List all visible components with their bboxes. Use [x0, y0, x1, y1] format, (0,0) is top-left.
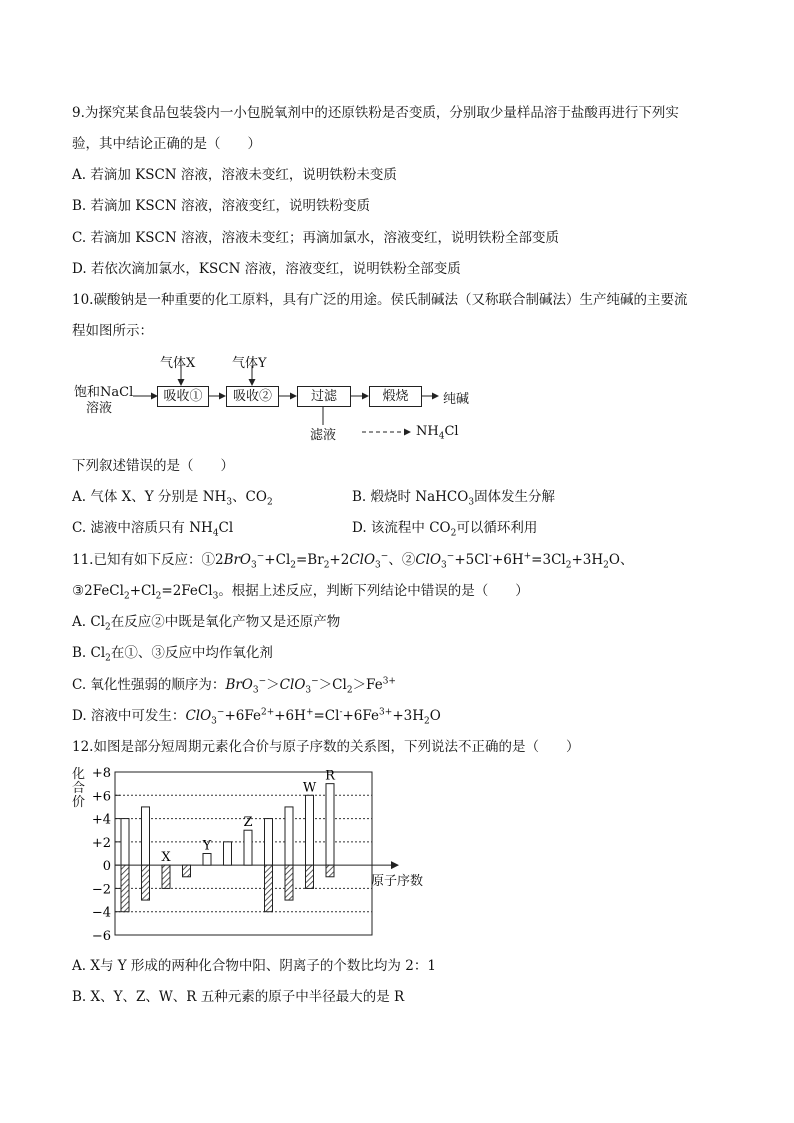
- chart-bar-negative: [285, 865, 293, 900]
- chart-bar-positive: [285, 807, 293, 865]
- chart-bar-negative: [326, 865, 334, 877]
- chart-tick-label: −6: [91, 929, 111, 944]
- chart-bar-positive: [142, 807, 150, 865]
- chart-bar-label: W: [302, 780, 317, 796]
- q9-stem-line2: 验，其中结论正确的是（ ）: [72, 136, 261, 152]
- q10-stem-line1: 10.碳酸钠是一种重要的化工原料，具有广泛的用途。侯氏制碱法（又称联合制碱法）生产纯碱的主要流: [72, 292, 688, 308]
- q10-option-c: C. 滤液中溶质只有 $NH_4Cl$: [72, 520, 234, 539]
- chart-tick-label: +6: [91, 789, 111, 805]
- flow-gas-x: 气体X: [160, 356, 196, 371]
- chart-bar-positive: [224, 842, 232, 865]
- q10-option-b: B. 煅烧时 NaHCO$_3$固体发生分解: [352, 489, 556, 508]
- q10-ask: 下列叙述错误的是（ ）: [72, 458, 234, 474]
- flow-step-absorb2: 吸收②: [226, 386, 279, 407]
- flow-nh4cl: $NH_4Cl$: [416, 424, 459, 442]
- q11-option-d: D. 溶液中可发生：$ClO_3^-+6Fe^{2+}+6H^+=Cl^-+6Fe^{3+}+3H_2O$: [72, 707, 441, 727]
- chart-tick-label: +8: [91, 766, 111, 781]
- q11-option-a: A. $Cl_2$在反应②中既是氧化产物又是还原产物: [72, 614, 341, 633]
- chart-tick-label: −4: [91, 905, 111, 921]
- q12-option-b: B. X、Y、Z、W、R 五种元素的原子中半径最大的是 R: [72, 989, 405, 1005]
- flow-step-calcine: 煅烧: [369, 386, 422, 407]
- q10-option-a: A. 气体 X、Y 分别是 $NH_3$、$CO_2$: [72, 489, 273, 508]
- chart-bar-negative: [265, 865, 273, 912]
- chart-bar-label: Y: [202, 838, 212, 854]
- chart-bar-negative: [121, 865, 129, 912]
- chart-bar-label: Z: [243, 815, 253, 831]
- chart-tick-label: −2: [91, 882, 111, 898]
- chart-xlabel: 原子序数: [371, 874, 424, 889]
- chart-bar-positive: [121, 819, 129, 866]
- q9-option-c: C. 若滴加 KSCN 溶液，溶液未变红；再滴加氯水，溶液变红，说明铁粉全部变质: [72, 230, 559, 246]
- q11-stem-line1: 11.已知有如下反应：$①2BrO_3^-+Cl_2=Br_2+2ClO_3^-$、$②ClO_3^-+5Cl^-+6H^+=3Cl_2+3H_2O$、: [72, 551, 634, 571]
- flow-product: 纯碱: [443, 392, 470, 407]
- flow-start-line2: 溶液: [86, 401, 113, 416]
- q10-option-d: D. 该流程中 $CO_2$可以循环利用: [352, 520, 538, 539]
- flow-step-filter: 过滤: [297, 386, 351, 407]
- q12-stem: 12.如图是部分短周期元素化合价与原子序数的关系图，下列说法不正确的是（ ）: [72, 739, 580, 755]
- chart-bar-positive: [203, 854, 211, 866]
- q11-stem-line2: $③2FeCl_2+Cl_2=2FeCl_3$。根据上述反应，判断下列结论中错误的是（ ）: [72, 583, 529, 602]
- q9-stem-line1: 9.为探究某食品包装袋内一小包脱氧剂中的还原铁粉是否变质，分别取少量样品溶于盐酸再进行下列实: [72, 105, 679, 121]
- chart-bar-positive: [326, 784, 334, 866]
- chart-bar-label: R: [325, 768, 335, 784]
- chart-bar-negative: [183, 865, 191, 877]
- chart-bar-negative: [306, 865, 314, 888]
- chart-tick-label: 0: [102, 859, 111, 875]
- chart-bar-negative: [142, 865, 150, 900]
- chart-bar-negative: [162, 865, 170, 888]
- chart-bar-positive: [265, 819, 273, 866]
- chart-bar-positive: [244, 830, 252, 865]
- flow-step-absorb1: 吸收①: [157, 386, 209, 407]
- q11-option-c: C. 氧化性强弱的顺序为：$BrO_3^->ClO_3^->Cl_2>Fe^{3+}$: [72, 676, 396, 696]
- q9-option-b: B. 若滴加 KSCN 溶液，溶液变红，说明铁粉变质: [72, 198, 371, 214]
- q9-option-a: A. 若滴加 KSCN 溶液，溶液未变红，说明铁粉未变质: [72, 167, 397, 183]
- chart-bar-label: X: [161, 850, 171, 866]
- q9-option-d: D. 若依次滴加氯水，KSCN 溶液，溶液变红，说明铁粉全部变质: [72, 261, 461, 277]
- q12-option-a: A. X与 Y 形成的两种化合物中阳、阴离子的个数比均为 2：1: [72, 958, 436, 974]
- flow-gas-y: 气体Y: [232, 356, 267, 371]
- flow-start-line1: 饱和NaCl: [74, 385, 134, 400]
- chart-ylabel: 化合价: [72, 767, 86, 810]
- chart-tick-label: +4: [91, 812, 111, 828]
- flow-filtrate: 滤液: [310, 428, 337, 443]
- q10-stem-line2: 程如图所示：: [72, 323, 153, 339]
- q11-option-b: B. $Cl_2$在①、③反应中均作氧化剂: [72, 645, 273, 664]
- chart-bar-positive: [306, 795, 314, 865]
- chart-tick-label: +2: [91, 835, 111, 851]
